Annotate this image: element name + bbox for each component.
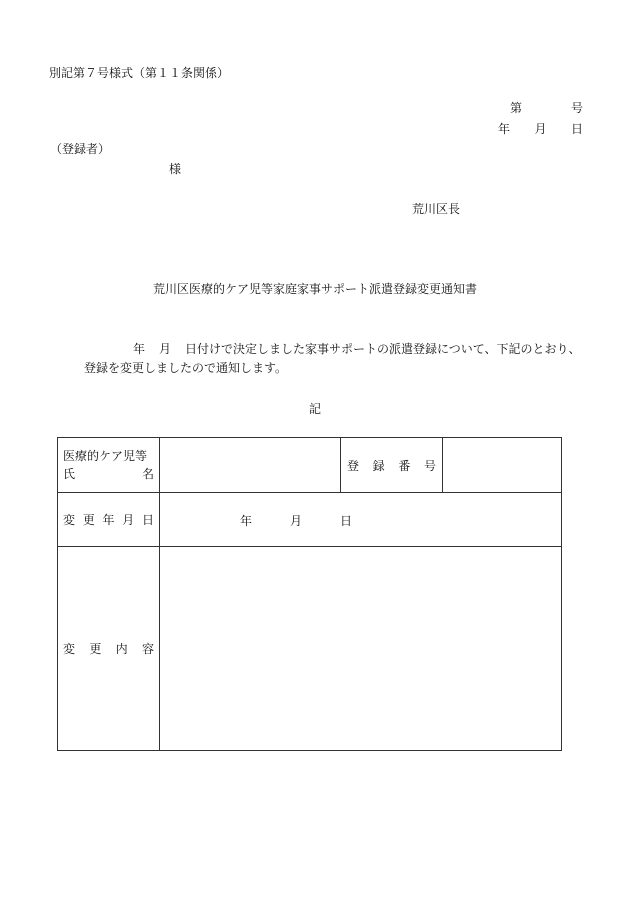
addressee-honorific: 様 bbox=[169, 162, 182, 176]
change-content-label-char: 容 bbox=[141, 642, 154, 656]
issuer-name: 荒川区長 bbox=[412, 202, 461, 216]
body-day-text: 日付けで決定しました家事サポートの派遣登録について、下記のとおり、 bbox=[185, 342, 581, 356]
name-label-cell bbox=[58, 438, 160, 493]
change-date-label-cell bbox=[58, 493, 160, 547]
doc-date-year: 年 bbox=[498, 122, 511, 136]
change-content-label-cell bbox=[58, 547, 160, 751]
row-change-date bbox=[58, 493, 562, 547]
name-value-cell[interactable] bbox=[160, 438, 341, 493]
reg-label-char: 号 bbox=[423, 458, 436, 473]
reg-label-char: 録 bbox=[372, 458, 385, 473]
change-content-label-char: 変 bbox=[63, 642, 76, 656]
addressee-label: （登録者） bbox=[50, 142, 111, 156]
change-date-month: 月 bbox=[290, 513, 303, 528]
reg-number-label bbox=[346, 457, 437, 474]
reg-label-char: 番 bbox=[398, 458, 411, 473]
name-label-mei: 名 bbox=[141, 467, 154, 481]
change-date-value-cell[interactable] bbox=[160, 493, 562, 547]
row-change-content bbox=[58, 547, 562, 751]
change-date-value bbox=[160, 512, 561, 528]
change-date-label-char: 月 bbox=[122, 513, 135, 527]
document-number bbox=[510, 100, 583, 116]
body-year: 年 bbox=[133, 342, 146, 356]
name-label-line1: 医療的ケア児等 bbox=[63, 449, 148, 463]
body-month: 月 bbox=[159, 342, 172, 356]
reg-number-label-cell bbox=[341, 438, 443, 493]
row-name bbox=[58, 438, 562, 493]
change-date-label-char: 年 bbox=[102, 513, 115, 527]
ki-marker: 記 bbox=[308, 402, 321, 416]
doc-date-day: 日 bbox=[570, 122, 583, 136]
name-label-line2 bbox=[63, 465, 154, 483]
change-content-label-char: 更 bbox=[89, 642, 102, 656]
document-title: 荒川区医療的ケア児等家庭家事サポート派遣登録変更通知書 bbox=[152, 282, 477, 296]
change-content-label-char: 内 bbox=[115, 642, 128, 656]
doc-no-prefix: 第 bbox=[510, 101, 523, 115]
reg-number-value-cell[interactable] bbox=[443, 438, 562, 493]
name-label-shi: 氏 bbox=[63, 467, 76, 481]
body-line-1 bbox=[133, 341, 581, 357]
body-line-2: 登録を変更しましたので通知します。 bbox=[84, 361, 288, 375]
change-date-year: 年 bbox=[240, 513, 253, 528]
reg-label-char: 登 bbox=[347, 458, 360, 473]
change-content-value-cell[interactable] bbox=[160, 547, 562, 751]
change-form-table bbox=[57, 437, 562, 751]
change-date-label-char: 更 bbox=[82, 513, 95, 527]
change-date-day: 日 bbox=[340, 513, 353, 528]
document-date bbox=[498, 121, 583, 137]
doc-date-month: 月 bbox=[534, 122, 547, 136]
change-content-label bbox=[63, 640, 154, 657]
change-date-label-char: 日 bbox=[141, 513, 154, 527]
change-date-label-char: 変 bbox=[63, 513, 76, 527]
form-number: 別記第７号様式（第１１条関係） bbox=[49, 66, 230, 80]
doc-no-suffix: 号 bbox=[570, 101, 583, 115]
change-date-label bbox=[63, 511, 154, 528]
